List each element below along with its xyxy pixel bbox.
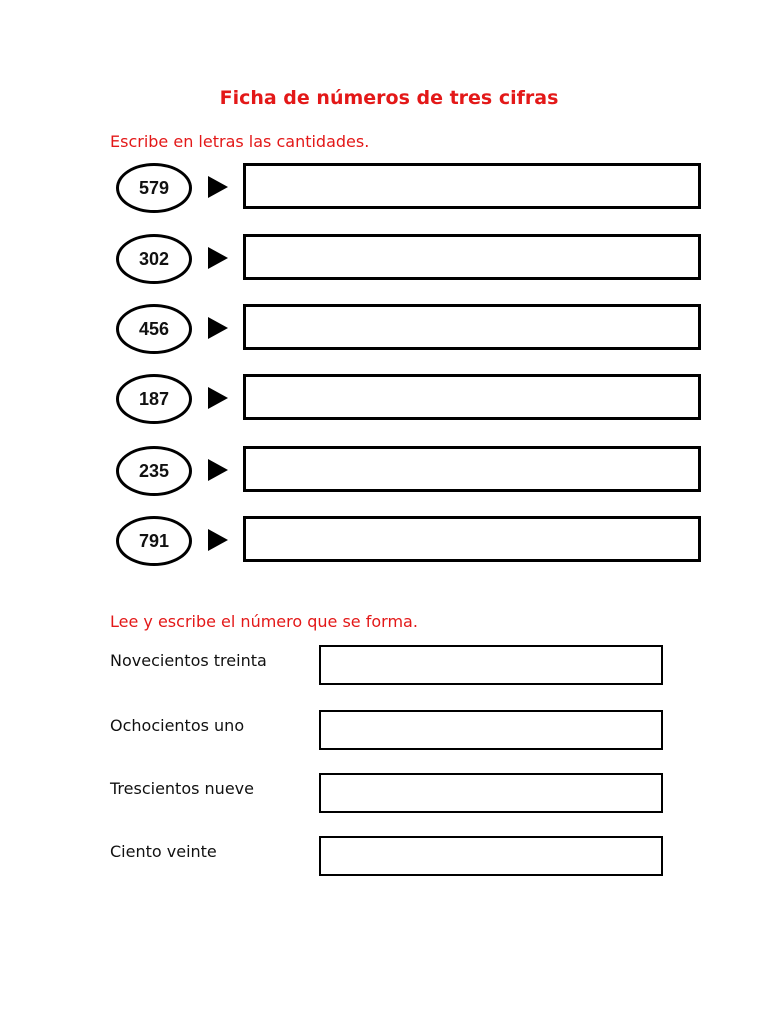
- number-words-label: Ochocientos uno: [110, 716, 245, 735]
- number-to-words-row: [115, 303, 705, 353]
- words-to-number-row: [110, 773, 670, 817]
- words-answer-box[interactable]: [243, 304, 701, 350]
- number-oval: 791: [116, 516, 192, 566]
- number-oval: 235: [116, 446, 192, 496]
- words-answer-box[interactable]: [243, 163, 701, 209]
- number-to-words-row: [115, 233, 705, 283]
- words-answer-box[interactable]: [243, 446, 701, 492]
- number-oval: 187: [116, 374, 192, 424]
- section-2-instruction: Lee y escribe el número que se forma.: [110, 612, 418, 631]
- number-answer-box[interactable]: [319, 773, 663, 813]
- number-words-label: Ciento veinte: [110, 842, 217, 861]
- arrow-right-icon: [208, 459, 228, 481]
- arrow-right-icon: [208, 317, 228, 339]
- number-answer-box[interactable]: [319, 710, 663, 750]
- number-to-words-row: [115, 515, 705, 565]
- arrow-right-icon: [208, 529, 228, 551]
- number-oval: 456: [116, 304, 192, 354]
- words-answer-box[interactable]: [243, 374, 701, 420]
- worksheet-title: Ficha de números de tres cifras: [219, 87, 559, 109]
- words-to-number-row: [110, 645, 670, 689]
- number-answer-box[interactable]: [319, 836, 663, 876]
- number-words-label: Novecientos treinta: [110, 651, 267, 670]
- arrow-right-icon: [208, 387, 228, 409]
- arrow-right-icon: [208, 176, 228, 198]
- number-to-words-row: [115, 373, 705, 423]
- number-to-words-row: [115, 445, 705, 495]
- words-to-number-row: [110, 836, 670, 880]
- section-1-instruction: Escribe en letras las cantidades.: [110, 132, 370, 151]
- words-to-number-row: [110, 710, 670, 754]
- number-to-words-row: [115, 162, 705, 212]
- arrow-right-icon: [208, 247, 228, 269]
- words-answer-box[interactable]: [243, 234, 701, 280]
- number-answer-box[interactable]: [319, 645, 663, 685]
- number-oval: 302: [116, 234, 192, 284]
- number-words-label: Trescientos nueve: [110, 779, 254, 798]
- number-oval: 579: [116, 163, 192, 213]
- words-answer-box[interactable]: [243, 516, 701, 562]
